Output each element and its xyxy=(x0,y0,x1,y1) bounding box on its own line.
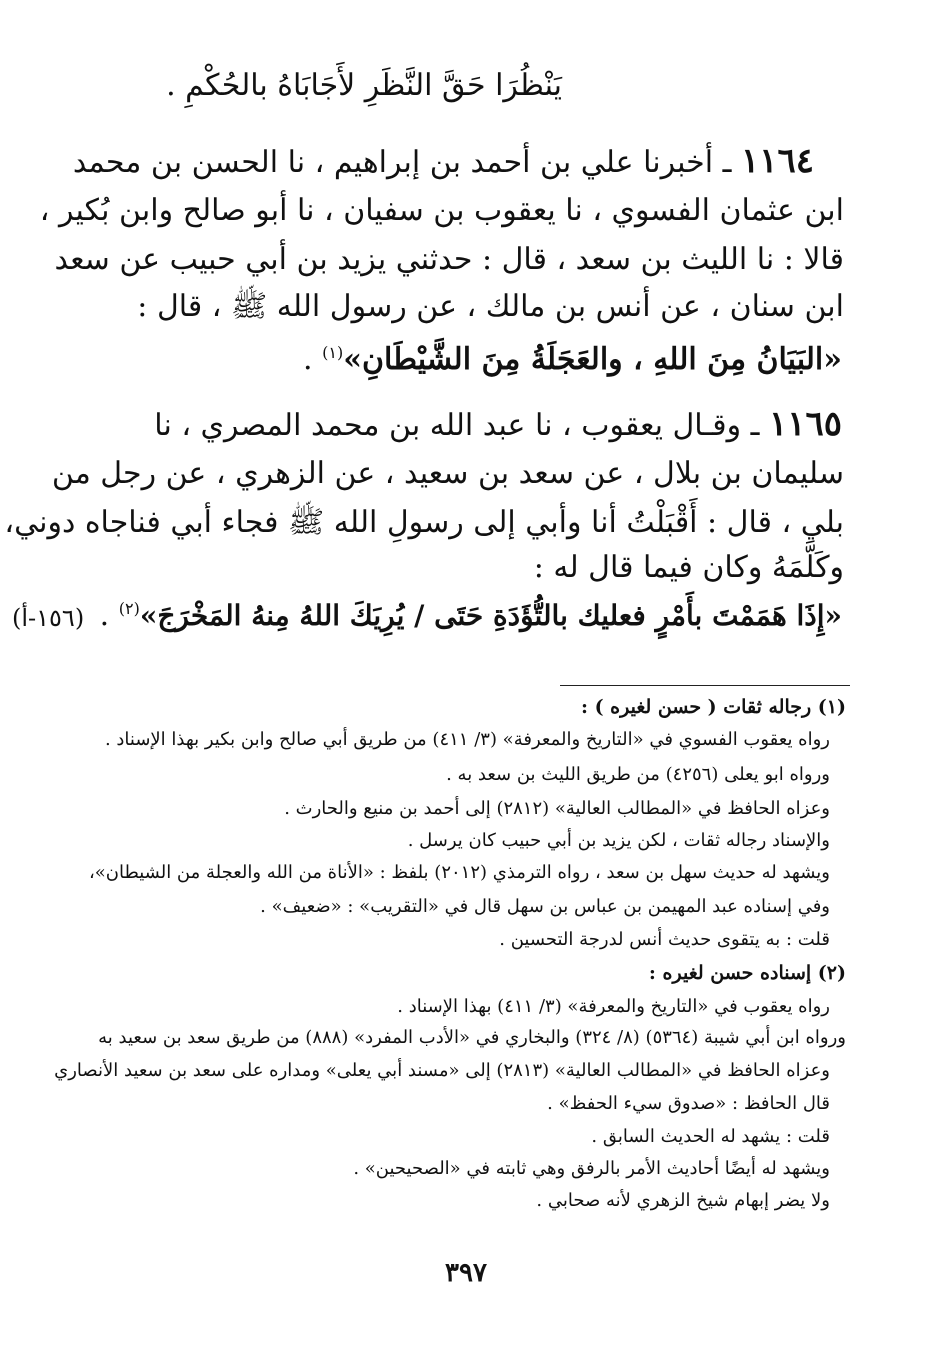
hadith-1164-chain-line-2: ابن عثمان الفسوي ، نا يعقوب بن سفيان ، نا أبو صالح وابن بُكير ، xyxy=(39,193,844,228)
footnote-2-line: رواه يعقوب في «التاريخ والمعرفة» (٣/ ٤١١) بهذا الإسناد . xyxy=(397,996,830,1017)
hadith-1165-matn xyxy=(100,598,842,633)
hadith-1165-first-line xyxy=(154,404,842,444)
footnote-separator xyxy=(560,685,850,686)
footnote-2-line: قال الحافظ : «صدوق سيء الحفظ» . xyxy=(547,1093,830,1114)
page-number: ٣٩٧ xyxy=(445,1258,487,1288)
footnote-2-line: ورواه ابن أبي شيبة (٥٣٦٤) (٨/ ٣٢٤) والبخاري في «الأدب المفرد» (٨٨٨) من طريق سعد بن سعيد به xyxy=(98,1027,846,1048)
footnote-2-line: ولا يضر إبهام شيخ الزهري لأنه صحابي . xyxy=(536,1190,830,1211)
hadith-1164-text: «البَيَانُ مِنَ اللهِ ، والعَجَلَةُ مِنَ الشَّيْطَانِ» xyxy=(343,342,842,377)
footnote-1-line: قلت : به يتقوى حديث أنس لدرجة التحسين . xyxy=(499,929,830,950)
footnote-1-line: ويشهد له حديث سهل بن سعد ، رواه الترمذي (٢٠١٢) بلفظ : «الأناة من الله والعجلة من الشيطان»، xyxy=(88,862,830,883)
hadith-1165-chain-line-3: بلي ، قال : أَقْبَلْتُ أنا وأبي إلى رسولِ الله ﷺ فجاء أبي فناجاه دوني، xyxy=(4,505,844,540)
sentence-end: . xyxy=(303,342,313,377)
hadith-1165-chain-line-4: وكَلَّمَهُ وكان فيما قال له : xyxy=(533,550,844,585)
footnote-1-line: وعزاه الحافظ في «المطالب العالية» (٢٨١٢) إلى أحمد بن منيع والحارث . xyxy=(284,798,830,819)
hadith-1164-chain-line-1: ـ أخبرنا علي بن أحمد بن إبراهيم ، نا الحسن بن محمد xyxy=(72,145,732,180)
hadith-number-1164: ١١٦٤ xyxy=(740,141,814,181)
footnote-2-line: وعزاه الحافظ في «المطالب العالية» (٢٨١٣) إلى «مسند أبي يعلى» ومداره على سعد بن سعيد الأنصاري xyxy=(54,1060,830,1081)
hadith-1164-matn xyxy=(303,342,842,377)
footnote-2-heading: (٢) إسناده حسن لغيره : xyxy=(648,962,846,984)
hadith-1164-chain-line-4: ابن سنان ، عن أنس بن مالك ، عن رسول الله ﷺ ، قال : xyxy=(137,289,844,324)
text-line-continuation: يَنْظُرَا حَقَّ النَّظَرِ لأَجَابَاهُ بالحُكْمِ . xyxy=(166,68,562,103)
hadith-number-1165: ١١٦٥ xyxy=(768,404,842,444)
hadith-1165-chain-line-1: ـ وقـال يعقوب ، نا عبد الله بن محمد المصري ، نا xyxy=(154,408,760,443)
hadith-1165-text: «إِذَا هَمَمْتَ بأَمْرٍ فعليك بالتُّؤَدَةِ حَتَى / يُرِيَكَ اللهُ مِنهُ المَخْرَجَ» xyxy=(139,599,842,632)
hadith-1164-first-line xyxy=(73,141,814,181)
footnote-1-line: والإسناد رجاله ثقات ، لكن يزيد بن أبي حبيب كان يرسل . xyxy=(407,830,830,851)
footnote-mark-2: (٢) xyxy=(118,599,140,618)
hadith-1165-chain-line-2: سليمان بن بلال ، عن سعد بن سعيد ، عن الزهري ، عن رجل من xyxy=(51,456,844,491)
footnote-2-line: قلت : يشهد له الحديث السابق . xyxy=(591,1126,830,1147)
footnote-mark-1: (١) xyxy=(322,343,344,362)
footnote-2-line: ويشهد له أيضًا أحاديث الأمر بالرفق وهي ثابته في «الصحيحين» . xyxy=(353,1158,830,1179)
footnote-1-heading: (١) رجاله ثقات ( حسن لغيره ) : xyxy=(580,696,846,718)
manuscript-folio-reference: (١٥٦-أ) xyxy=(12,604,85,632)
sentence-end: . xyxy=(99,598,110,633)
hadith-1164-chain-line-3: قالا : نا الليث بن سعد ، قال : حدثني يزيد بن أبي حبيب عن سعد xyxy=(54,242,844,277)
footnote-1-line: رواه يعقوب الفسوي في «التاريخ والمعرفة» (٣/ ٤١١) من طريق أبي صالح وابن بكير بهذا الإسناد . xyxy=(104,729,830,750)
footnote-1-line: وفي إسناده عبد المهيمن بن عباس بن سهل قال في «التقريب» : «ضعيف» . xyxy=(260,896,830,917)
footnote-1-line: ورواه ابو يعلى (٤٢٥٦) من طريق الليث بن سعد به . xyxy=(446,764,830,785)
